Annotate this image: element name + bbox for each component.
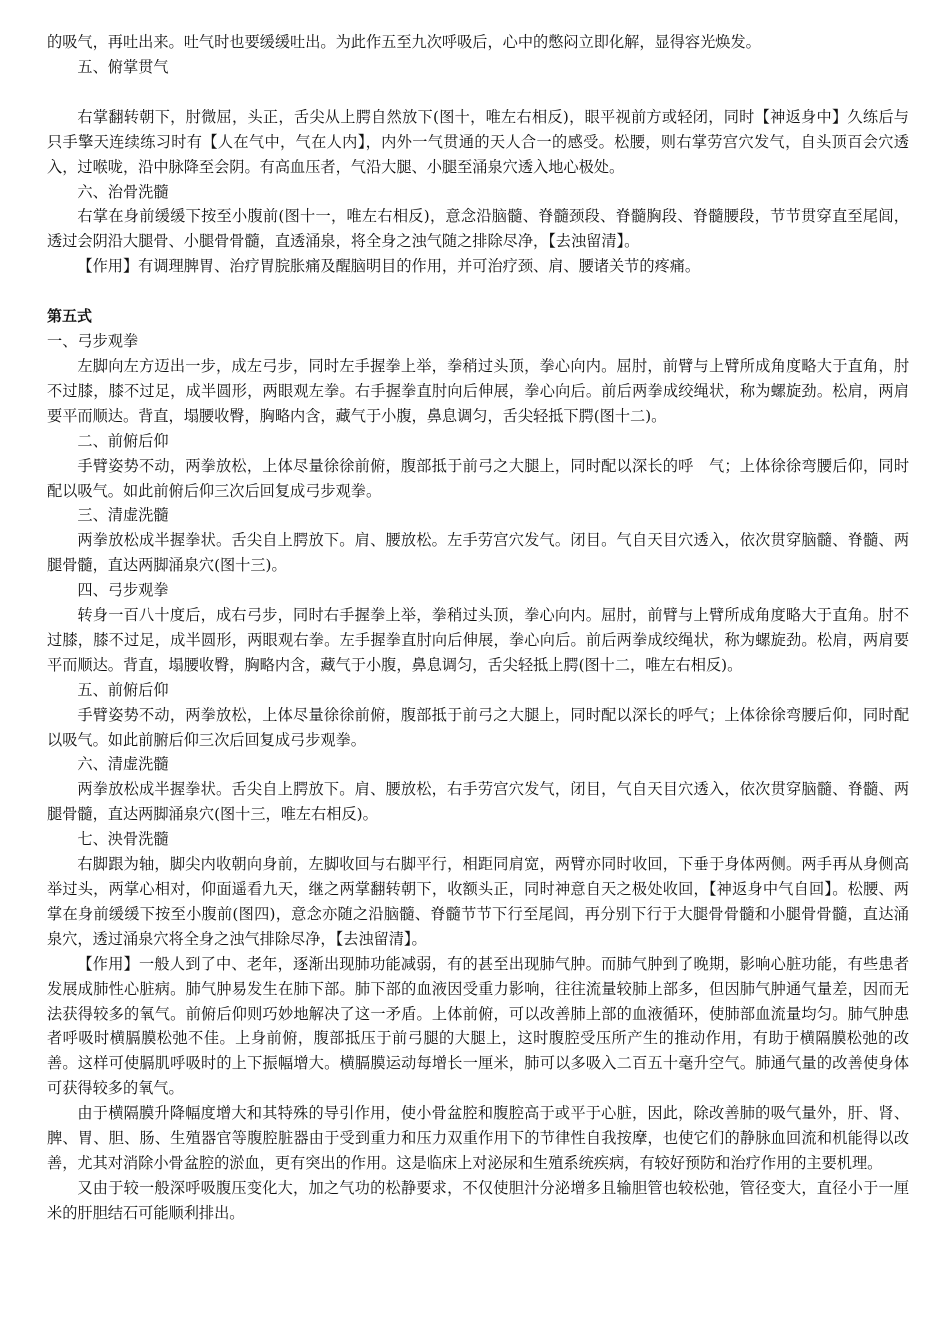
paragraph-qingxu-xisui-1: 两拳放松成半握拳状。舌尖自上腭放下。肩、腰放松。左手劳宫穴发气。闭目。气自天目穴透入，依次贯穿脑髓、脊髓、两腿骨髓，直达两脚涌泉穴(图十三)。: [47, 531, 909, 575]
blank-line: [47, 80, 909, 105]
section-title-di-wu-shi: 第五式: [47, 307, 93, 326]
paragraph-fuzhang-guanqi: 右掌翻转朝下，肘微屈，头正，舌尖从上腭自然放下(图十，唯左右相反)，眼平视前方或轻闭，同时【神返身中】久练后与只手擎天连续练习时有【人在气中，气在人内】，内外一气贯通的天人合一的感受。松腰，则右掌劳宫穴发气，自头顶百会穴透入，过喉咙，沿中脉降至会阴。有高血压者，气沿大腿、小腿至涌泉穴透入地心极处。: [47, 107, 909, 176]
paragraph-continuation: 的吸气，再吐出来。吐气时也要缓缓吐出。为此作五至九次呼吸后，心中的憋闷立即化解，显得容光焕发。: [47, 33, 761, 51]
paragraph-yanggu-xisui: 右脚跟为轴，脚尖内收朝向身前，左脚收回与右脚平行，相距同肩宽，两臂亦同时收回，下垂于身体两侧。两手再从身侧高举过头，两掌心相对，仰面遥看九天，继之两掌翻转朝下，收额头正，同时神意自天之极处收回，【神返身中气自回】。松腰、两掌在身前缓缓下按至小腹前(图四)，意念亦随之沿脑髓、脊髓节节下行至尾闾，再分别下行于大腿骨骨髓和小腿骨骨髓，直达涌泉穴，透过涌泉穴将全身之浊气排除尽净，【去浊留清】。: [47, 855, 909, 948]
blank-line: [47, 279, 909, 304]
subheading-qianfu-houyang-2: 五、前俯后仰: [77, 680, 169, 699]
paragraph-gallstones: 又由于较一般深呼吸腹压变化大，加之气功的松静要求，不仅使胆汁分泌增多且输胆管也较松弛，管径变大，直径小于一厘米的肝胆结石可能顺利排出。: [47, 1178, 909, 1222]
paragraph-gongbu-guanquan-2: 转身一百八十度后，成右弓步，同时右手握拳上举，拳稍过头顶，拳心向内。屈肘，前臂与上臂所成角度略大于直角。肘不过膝，膝不过足，成半圆形，两眼观右拳。左手握拳直肘向后伸展，拳心向后。前后两拳成绞绳状，称为螺旋劲。松肩，两肩要平而顺达。背直，塌腰收臀，胸略内含，藏气于小腹，鼻息调匀，舌尖轻抵上腭(图十二，唯左右相反)。: [47, 606, 909, 674]
document-page: [47, 30, 909, 1226]
paragraph-gongbu-guanquan-1: 左脚向左方迈出一步，成左弓步，同时左手握拳上举，拳稍过头顶，拳心向内。屈肘，前臂与上臂所成角度略大于直角，肘不过膝，膝不过足，成半圆形，两眼观左拳。右手握拳直肘向后伸展，拳心向后。前后两拳成绞绳状，称为螺旋劲。松肩，两肩要平而顺达。背直，塌腰收臀，胸略内含，藏气于小腹，鼻息调匀，舌尖轻抵下腭(图十二)。: [47, 356, 909, 425]
paragraph-effect-4: 【作用】有调理脾胃、治疗胃脘胀痛及醒脑明目的作用，并可治疗颈、肩、腰诸关节的疼痛。: [77, 257, 701, 276]
subheading-fuzhang-guanqi: 五、俯掌贯气: [77, 57, 169, 76]
subheading-qingxu-xisui-1: 三、清虚洗髓: [77, 506, 169, 525]
subheading-qianfu-houyang-1: 二、前俯后仰: [77, 431, 169, 450]
paragraph-qianfu-houyang-1: 手臂姿势不动，两拳放松，上体尽量徐徐前俯，腹部抵于前弓之大腿上，同时配以深长的呼 气；上体徐徐弯腰后仰，同时配以吸气。如此前俯后仰三次后回复成弓步观拳。: [47, 456, 909, 500]
subheading-qingxu-xisui-2: 六、清虚洗髓: [77, 755, 169, 774]
subheading-gongbu-guanquan-2: 四、弓步观拳: [77, 581, 169, 600]
subheading-zhigu-xisui: 六、治骨洗髓: [77, 182, 169, 201]
subheading-gongbu-guanquan-1: 一、弓步观拳: [47, 332, 139, 351]
paragraph-effect-5: 【作用】一般人到了中、老年，逐渐出现肺功能减弱，有的甚至出现肺气肿。而肺气肿到了晚期，影响心脏功能，有些患者发展成肺性心脏病。肺气肿易发生在肺下部。肺下部的血液因受重力影响，往往流量较肺上部多，但因肺气肿通气量差，因而无法获得较多的氧气。前俯后仰则巧妙地解决了这一矛盾。上体前俯，可以改善肺上部的血液循环，使肺部血流量均匀。肺气肿患者呼吸时横膈膜松弛不佳。上身前俯，腹部抵压于前弓腿的大腿上，这时腹腔受压所产生的推动作用，有助于横隔膜松弛的改善。这样可使膈肌呼吸时的上下振幅增大。横膈膜运动每增长一厘米，肺可以多吸入二百五十毫升空气。肺通气量的改善使身体可获得较多的氧气。: [47, 954, 909, 1098]
paragraph-qianfu-houyang-2: 手臂姿势不动，两拳放松，上体尽量徐徐前俯，腹部抵于前弓之大腿上，同时配以深长的呼气；上体徐徐弯腰后仰，同时配以吸气。如此前腑后仰三次后回复成弓步观拳。: [47, 705, 909, 749]
subheading-yanggu-xisui: 七、泱骨洗髓: [77, 830, 169, 849]
paragraph-zhigu-xisui: 右掌在身前缓缓下按至小腹前(图十一，唯左右相反)，意念沿脑髓、脊髓颈段、脊髓胸段、脊髓腰段，节节贯穿直至尾闾，透过会阴沿大腿骨、小腿骨骨髓，直透涌泉，将全身之浊气随之排除尽净，【去浊留清】。: [47, 207, 909, 251]
paragraph-qingxu-xisui-2: 两拳放松成半握拳状。舌尖自上腭放下。肩、腰放松，右手劳宫穴发气，闭目，气自天目穴透入，依次贯穿脑髓、脊髓、两腿骨髓，直达两脚涌泉穴(图十三，唯左右相反)。: [47, 780, 909, 824]
paragraph-diaphragm-mechanism: 由于横隔膜升降幅度增大和其特殊的导引作用，使小骨盆腔和腹腔高于或平于心脏，因此，除改善肺的吸气量外，肝、肾、脾、胃、胆、肠、生殖器官等腹腔脏器由于受到重力和压力双重作用下的节律性自我按摩，也使它们的静脉血回流和机能得以改善，尤其对消除小骨盆腔的淤血，更有突出的作用。这是临床上对泌尿和生殖系统疾病，有较好预防和治疗作用的主要机理。: [47, 1104, 909, 1172]
